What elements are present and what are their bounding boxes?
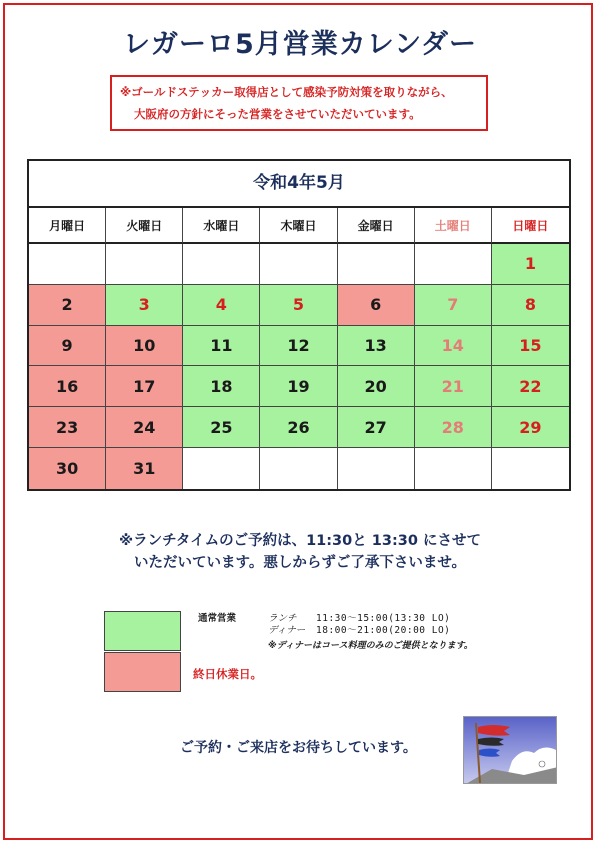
- calendar-day-cell: 29: [492, 407, 569, 448]
- calendar-day-cell: 21: [415, 366, 492, 407]
- calendar-day-cell: 28: [415, 407, 492, 448]
- calendar-day-cell: 23: [29, 407, 106, 448]
- calendar-day-cell: 11: [183, 326, 260, 367]
- legend-lunch-name: ランチ: [268, 613, 297, 624]
- legend-dinner-note: ※ディナーはコース料理のみのご提供となります。: [268, 641, 473, 651]
- calendar-day-cell: 18: [183, 366, 260, 407]
- page-title: レガーロ5月営業カレンダー: [122, 29, 478, 60]
- calendar-day-cell: 7: [415, 285, 492, 326]
- calendar-day-cell: 13: [338, 326, 415, 367]
- calendar-day-cell: 8: [492, 285, 569, 326]
- calendar-day-cell: [183, 244, 260, 285]
- koinobori-illustration: [463, 716, 557, 784]
- notice-line-2: 大阪府の方針にそった営業をさせていただいています。: [134, 107, 421, 121]
- calendar-day-cell: 27: [338, 407, 415, 448]
- calendar-day-cell: 9: [29, 326, 106, 367]
- weekday-header: 金曜日: [338, 208, 415, 244]
- calendar-day-cell: [260, 448, 337, 489]
- calendar-day-cell: 5: [260, 285, 337, 326]
- calendar: [27, 159, 571, 491]
- calendar-day-cell: 6: [338, 285, 415, 326]
- legend-closed-label: 終日休業日。: [193, 667, 262, 681]
- calendar-day-cell: [415, 448, 492, 489]
- weekday-header: 月曜日: [29, 208, 106, 244]
- calendar-day-cell: 12: [260, 326, 337, 367]
- calendar-day-cell: 26: [260, 407, 337, 448]
- calendar-day-cell: [260, 244, 337, 285]
- calendar-day-cell: 1: [492, 244, 569, 285]
- calendar-day-cell: 4: [183, 285, 260, 326]
- calendar-month-header: 令和4年5月: [29, 161, 569, 208]
- calendar-day-cell: [338, 448, 415, 489]
- legend-lunch-hours: 11:30〜15:00(13:30 LO): [316, 613, 451, 624]
- legend-open-label: 通常営業: [198, 613, 237, 624]
- calendar-day-cell: 31: [106, 448, 183, 489]
- calendar-day-cell: 20: [338, 366, 415, 407]
- legend-open-swatch: [104, 611, 181, 651]
- legend-dinner-hours: 18:00〜21:00(20:00 LO): [316, 625, 451, 636]
- footer-message: ご予約・ご来店をお待ちしています。: [180, 740, 417, 756]
- calendar-day-cell: 30: [29, 448, 106, 489]
- lunch-note-line-1: ※ランチタイムのご予約は、11:30と 13:30 にさせて: [119, 533, 481, 549]
- calendar-day-cell: 19: [260, 366, 337, 407]
- calendar-day-cell: 17: [106, 366, 183, 407]
- calendar-day-cell: 3: [106, 285, 183, 326]
- notice-line-1: ※ゴールドステッカー取得店として感染予防対策を取りながら、: [120, 85, 453, 99]
- weekday-header: 木曜日: [260, 208, 337, 244]
- calendar-day-cell: [415, 244, 492, 285]
- calendar-day-cell: 22: [492, 366, 569, 407]
- notice-box: [110, 75, 488, 131]
- lunch-reservation-note: [0, 530, 600, 574]
- calendar-day-cell: [106, 244, 183, 285]
- calendar-day-cell: 24: [106, 407, 183, 448]
- legend-dinner-name: ディナー: [268, 625, 306, 636]
- calendar-day-cell: 2: [29, 285, 106, 326]
- legend-open-text: [198, 613, 450, 637]
- calendar-day-cell: 10: [106, 326, 183, 367]
- calendar-day-cell: 16: [29, 366, 106, 407]
- calendar-grid: [29, 208, 569, 489]
- calendar-day-cell: [338, 244, 415, 285]
- weekday-header: 日曜日: [492, 208, 569, 244]
- calendar-day-cell: [183, 448, 260, 489]
- calendar-day-cell: [29, 244, 106, 285]
- legend-closed-swatch: [104, 652, 181, 692]
- calendar-day-cell: 15: [492, 326, 569, 367]
- calendar-day-cell: [492, 448, 569, 489]
- calendar-day-cell: 14: [415, 326, 492, 367]
- weekday-header: 水曜日: [183, 208, 260, 244]
- calendar-day-cell: 25: [183, 407, 260, 448]
- weekday-header: 土曜日: [415, 208, 492, 244]
- weekday-header: 火曜日: [106, 208, 183, 244]
- lunch-note-line-2: いただいています。悪しからずご了承下さいませ。: [134, 555, 466, 571]
- koinobori-icon: [464, 717, 557, 784]
